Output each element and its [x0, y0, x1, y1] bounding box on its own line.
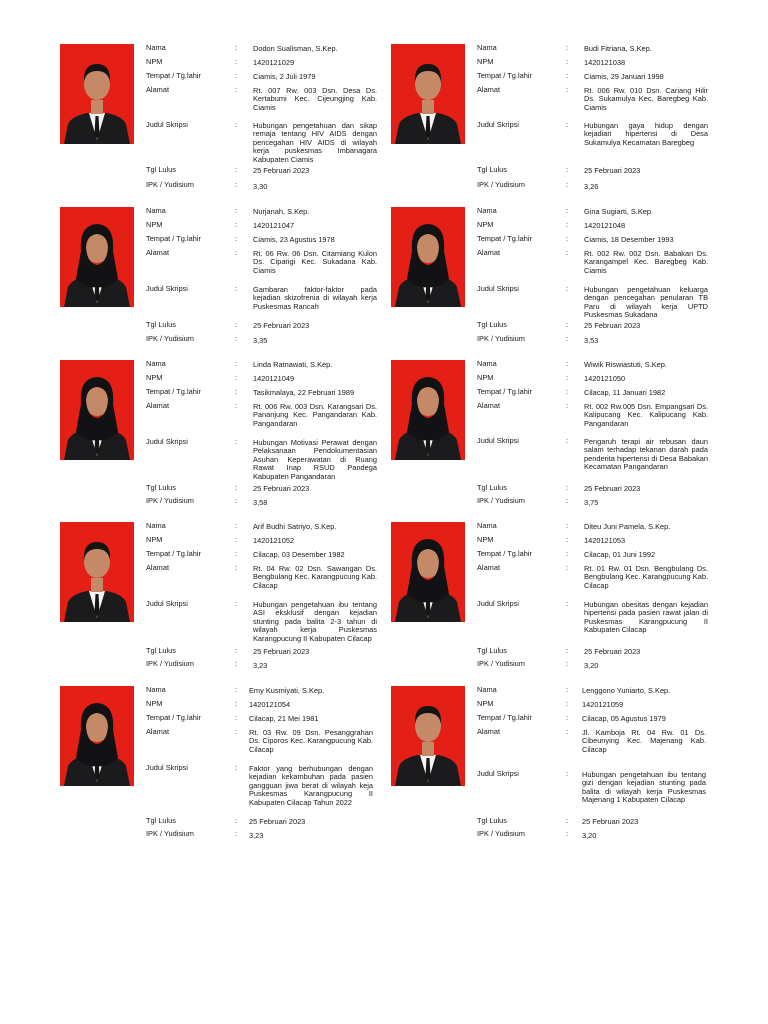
colon: :	[566, 120, 569, 129]
value-ipk: 3,58	[253, 498, 268, 507]
colon: :	[566, 646, 569, 655]
value-ttl: Ciamis, 23 Agustus 1978	[253, 235, 335, 244]
graduate-entry	[391, 207, 768, 367]
label-ipk: IPK / Yudisium	[477, 659, 525, 668]
label-npm: NPM	[146, 220, 163, 229]
colon: :	[566, 699, 569, 708]
colon: :	[566, 71, 569, 80]
colon: :	[235, 359, 238, 368]
label-ttl: Tempat / Tg.lahir	[146, 387, 201, 396]
colon: :	[235, 43, 238, 52]
label-alamat: Alamat	[146, 563, 170, 572]
label-npm: NPM	[477, 57, 494, 66]
colon: :	[235, 563, 238, 572]
colon: :	[235, 763, 238, 772]
colon: :	[235, 401, 238, 410]
label-nama: Nama	[477, 43, 497, 52]
value-nama: Dodon Sualisman, S.Kep.	[253, 44, 338, 53]
value-npm: 1420121050	[584, 374, 626, 383]
label-nama: Nama	[477, 521, 497, 530]
value-ipk: 3,26	[584, 182, 599, 191]
colon: :	[566, 180, 569, 189]
colon: :	[566, 713, 569, 722]
label-judul: Judul Skripsi	[146, 284, 188, 293]
value-ipk: 3,35	[253, 336, 268, 345]
colon: :	[566, 769, 569, 778]
colon: :	[235, 646, 238, 655]
label-lulus: Tgl Lulus	[477, 320, 507, 329]
value-tgl-lulus: 25 Februari 2023	[253, 647, 310, 656]
value-nama: Linda Ratnawati, S.Kep.	[253, 360, 333, 369]
label-ipk: IPK / Yudisium	[146, 496, 194, 505]
colon: :	[235, 234, 238, 243]
colon: :	[235, 334, 238, 343]
label-ipk: IPK / Yudisium	[477, 829, 525, 838]
label-npm: NPM	[146, 57, 163, 66]
label-ttl: Tempat / Tg.lahir	[477, 387, 532, 396]
value-ttl: Tasikmalaya, 22 Februari 1989	[253, 388, 355, 397]
colon: :	[566, 685, 569, 694]
graduate-photo	[60, 360, 134, 460]
colon: :	[566, 320, 569, 329]
colon: :	[566, 483, 569, 492]
graduate-entry	[391, 44, 768, 204]
value-ttl: Cilacap, 01 Juni 1992	[584, 550, 656, 559]
colon: :	[235, 496, 238, 505]
value-alamat: Jl. Kamboja Rt. 04 Rw. 01 Ds. Cibeunying Kec. Majenang Kab. Cilacap	[582, 728, 706, 754]
value-tgl-lulus: 25 Februari 2023	[584, 321, 641, 330]
value-nama: Wiwik Riswiastuti, S.Kep.	[584, 360, 667, 369]
colon: :	[566, 436, 569, 445]
colon: :	[566, 401, 569, 410]
value-npm: 1420121047	[253, 221, 295, 230]
label-nama: Nama	[477, 206, 497, 215]
colon: :	[235, 685, 238, 694]
value-tgl-lulus: 25 Februari 2023	[253, 484, 310, 493]
value-alamat: Rt. 007 Rw. 003 Dsn. Desa Ds. Kertabumi Kec. Cijeungjing Kab. Ciamis	[253, 86, 377, 112]
value-tgl-lulus: 25 Februari 2023	[584, 647, 641, 656]
colon: :	[566, 816, 569, 825]
label-ipk: IPK / Yudisium	[146, 829, 194, 838]
value-judul-skripsi: Pengaruh terapi air rebusan daun salam terhadap tekanan darah pada penderita hipertensi di Desa Babakan Kecamatan Pangandaran	[584, 437, 708, 472]
graduate-entry	[60, 686, 444, 846]
value-judul-skripsi: Gambaran faktor-faktor pada kejadian skizofrenia di wilayah kerja Puskesmas Rancah	[253, 285, 377, 311]
value-judul-skripsi: Hubungan pengetahuan keluarga dengan pencegahan penularan TB Paru di wilayah kerja UPTD Puskesmas Sukadana	[584, 285, 708, 320]
label-ipk: IPK / Yudisium	[477, 180, 525, 189]
value-alamat: Rt. 002 Rw. 002 Dsn. Babakan Ds. Karangampel Kec. Baregbeg Kab. Ciamis	[584, 249, 708, 275]
graduate-entry	[391, 686, 768, 846]
value-nama: Gina Sugiarti, S.Kep.	[584, 207, 654, 216]
value-nama: Diteu Juni Pamela, S.Kep.	[584, 522, 671, 531]
value-judul-skripsi: Hubungan pengetahuan ibu tentang gizi dengan kejadian stunting pada balita di wilayah kerja Puskesmas Majenang 1 Kabupaten Cilacap	[582, 770, 706, 805]
graduate-photo	[391, 522, 465, 622]
colon: :	[235, 829, 238, 838]
label-ttl: Tempat / Tg.lahir	[477, 234, 532, 243]
value-tgl-lulus: 25 Februari 2023	[249, 817, 306, 826]
label-ttl: Tempat / Tg.lahir	[477, 71, 532, 80]
value-alamat: Rt. 006 Rw. 003 Dsn. Karangsari Ds. Pananjung Kec. Pangandaran Kab. Pangandaran	[253, 402, 377, 428]
label-judul: Judul Skripsi	[477, 769, 519, 778]
colon: :	[235, 85, 238, 94]
label-lulus: Tgl Lulus	[146, 646, 176, 655]
graduate-entry	[391, 522, 768, 682]
label-ttl: Tempat / Tg.lahir	[477, 549, 532, 558]
value-npm: 1420121038	[584, 58, 626, 67]
label-ttl: Tempat / Tg.lahir	[146, 71, 201, 80]
label-nama: Nama	[477, 359, 497, 368]
colon: :	[566, 521, 569, 530]
graduate-photo	[60, 207, 134, 307]
colon: :	[566, 206, 569, 215]
colon: :	[566, 599, 569, 608]
label-npm: NPM	[146, 535, 163, 544]
value-judul-skripsi: Hubungan Motivasi Perawat dengan Pelaksanaan Pendokumentasian Asuhan Keperawatan di Ruang Rawat Inap RSUD Pandega Kabupaten Pangandaran	[253, 438, 377, 481]
value-judul-skripsi: Hubungan obesitas dengan kejadian hipertensi pada pasien rawat jalan di Puskesmas Karangpucung II Kabupaten Cilacap	[584, 600, 708, 635]
colon: :	[235, 535, 238, 544]
label-judul: Judul Skripsi	[477, 436, 519, 445]
colon: :	[566, 43, 569, 52]
graduate-photo	[391, 686, 465, 786]
value-judul-skripsi: Hubungan pengetahuan dan sikap remaja tentang HIV AIDS dengan pencegahan HIV AIDS di wilayah kerja puskesmas Imbanagara Kabupaten Ciamis	[253, 121, 377, 164]
colon: :	[235, 71, 238, 80]
graduate-entry	[60, 207, 444, 367]
label-alamat: Alamat	[477, 85, 501, 94]
colon: :	[566, 85, 569, 94]
label-judul: Judul Skripsi	[477, 284, 519, 293]
colon: :	[566, 373, 569, 382]
label-nama: Nama	[146, 359, 166, 368]
label-alamat: Alamat	[477, 563, 501, 572]
label-nama: Nama	[146, 521, 166, 530]
label-alamat: Alamat	[477, 727, 501, 736]
colon: :	[235, 713, 238, 722]
label-npm: NPM	[477, 699, 494, 708]
colon: :	[566, 248, 569, 257]
graduate-photo	[391, 207, 465, 307]
label-alamat: Alamat	[477, 401, 501, 410]
value-ttl: Cilacap, 05 Agustus 1979	[582, 714, 666, 723]
colon: :	[566, 387, 569, 396]
colon: :	[235, 57, 238, 66]
graduate-photo	[391, 44, 465, 144]
colon: :	[566, 496, 569, 505]
label-ttl: Tempat / Tg.lahir	[146, 234, 201, 243]
value-alamat: Rt. 04 Rw. 02 Dsn. Sawangan Ds. Bengbulang Kec. Karangpucung Kab. Cilacap	[253, 564, 377, 590]
value-tgl-lulus: 25 Februari 2023	[253, 166, 310, 175]
label-ipk: IPK / Yudisium	[477, 496, 525, 505]
label-nama: Nama	[146, 685, 166, 694]
colon: :	[235, 483, 238, 492]
label-judul: Judul Skripsi	[146, 120, 188, 129]
value-ipk: 3,20	[584, 661, 599, 670]
colon: :	[566, 359, 569, 368]
value-npm: 1420121048	[584, 221, 626, 230]
colon: :	[235, 699, 238, 708]
value-alamat: Rt. 03 Rw. 09 Dsn. Pesanggrahan Ds. Ciporos Kec. Karangpucung Kab. Cilacap	[249, 728, 373, 754]
label-judul: Judul Skripsi	[477, 599, 519, 608]
value-judul-skripsi: Hubungan gaya hidup dengan kejadian hipertensi di Desa Sukamulya Kecamatan Baregbeg	[584, 121, 708, 147]
graduate-photo	[60, 44, 134, 144]
colon: :	[566, 535, 569, 544]
label-lulus: Tgl Lulus	[146, 816, 176, 825]
colon: :	[566, 334, 569, 343]
label-judul: Judul Skripsi	[146, 599, 188, 608]
value-npm: 1420121059	[582, 700, 624, 709]
graduate-entry	[60, 522, 444, 682]
colon: :	[235, 599, 238, 608]
colon: :	[235, 373, 238, 382]
value-ttl: Cilacap, 03 Desember 1982	[253, 550, 345, 559]
value-nama: Arif Budhi Satriyo, S.Kep.	[253, 522, 337, 531]
value-nama: Lenggono Yuniarto, S.Kep.	[582, 686, 671, 695]
label-npm: NPM	[477, 220, 494, 229]
colon: :	[235, 220, 238, 229]
value-npm: 1420121054	[249, 700, 291, 709]
label-judul: Judul Skripsi	[146, 763, 188, 772]
value-tgl-lulus: 25 Februari 2023	[584, 166, 641, 175]
colon: :	[235, 180, 238, 189]
value-alamat: Rt. 002 Rw.005 Dsn. Empangsari Ds. Kalipucang Kec. Kalipucang Kab. Pangandaran	[584, 402, 708, 428]
value-ipk: 3,53	[584, 336, 599, 345]
label-npm: NPM	[477, 373, 494, 382]
colon: :	[566, 165, 569, 174]
colon: :	[235, 320, 238, 329]
value-tgl-lulus: 25 Februari 2023	[253, 321, 310, 330]
graduate-photo	[60, 522, 134, 622]
value-tgl-lulus: 25 Februari 2023	[582, 817, 639, 826]
value-npm: 1420121053	[584, 536, 626, 545]
label-ipk: IPK / Yudisium	[477, 334, 525, 343]
label-lulus: Tgl Lulus	[477, 483, 507, 492]
graduate-entry	[60, 360, 444, 520]
label-lulus: Tgl Lulus	[146, 320, 176, 329]
label-npm: NPM	[477, 535, 494, 544]
label-ipk: IPK / Yudisium	[146, 180, 194, 189]
value-nama: Budi Fitriana, S.Kep.	[584, 44, 652, 53]
value-ttl: Ciamis, 29 Januari 1998	[584, 72, 664, 81]
value-nama: Emy Kusmiyati, S.Kep.	[249, 686, 325, 695]
graduate-photo	[60, 686, 134, 786]
colon: :	[566, 563, 569, 572]
label-lulus: Tgl Lulus	[146, 165, 176, 174]
value-ipk: 3,23	[253, 661, 268, 670]
colon: :	[566, 220, 569, 229]
colon: :	[235, 206, 238, 215]
colon: :	[566, 659, 569, 668]
value-ipk: 3,75	[584, 498, 599, 507]
label-lulus: Tgl Lulus	[477, 165, 507, 174]
colon: :	[566, 57, 569, 66]
label-lulus: Tgl Lulus	[477, 646, 507, 655]
value-alamat: Rt. 01 Rw. 01 Dsn. Bengbulang Ds. Bengbulang Kec. Karangpucung Kab. Cilacap	[584, 564, 708, 590]
colon: :	[235, 248, 238, 257]
label-nama: Nama	[146, 43, 166, 52]
label-alamat: Alamat	[477, 248, 501, 257]
value-ttl: Ciamis, 2 Juli 1979	[253, 72, 316, 81]
colon: :	[566, 284, 569, 293]
value-judul-skripsi: Hubungan pengetahuan ibu tentang ASI eksklusif dengan kejadian stunting pada balita 2-3 tahun di wilayah kerja Puskesmas Karangpucung II Kabupaten Cilacap	[253, 600, 377, 643]
value-npm: 1420121049	[253, 374, 295, 383]
label-ipk: IPK / Yudisium	[146, 334, 194, 343]
colon: :	[235, 549, 238, 558]
label-nama: Nama	[477, 685, 497, 694]
colon: :	[235, 284, 238, 293]
colon: :	[235, 120, 238, 129]
colon: :	[566, 549, 569, 558]
value-ttl: Cilacap, 21 Mei 1981	[249, 714, 319, 723]
label-alamat: Alamat	[146, 248, 170, 257]
label-lulus: Tgl Lulus	[146, 483, 176, 492]
value-ipk: 3,20	[582, 831, 597, 840]
value-npm: 1420121052	[253, 536, 295, 545]
label-npm: NPM	[146, 699, 163, 708]
graduate-photo	[391, 360, 465, 460]
value-ttl: Ciamis, 18 Desember 1993	[584, 235, 674, 244]
graduate-entry	[391, 360, 768, 520]
label-ttl: Tempat / Tg.lahir	[146, 549, 201, 558]
label-judul: Judul Skripsi	[146, 437, 188, 446]
value-ipk: 3,30	[253, 182, 268, 191]
colon: :	[235, 437, 238, 446]
colon: :	[235, 387, 238, 396]
value-ipk: 3,23	[249, 831, 264, 840]
colon: :	[566, 727, 569, 736]
label-lulus: Tgl Lulus	[477, 816, 507, 825]
graduate-entry	[60, 44, 444, 204]
label-npm: NPM	[146, 373, 163, 382]
label-alamat: Alamat	[146, 727, 170, 736]
label-ipk: IPK / Yudisium	[146, 659, 194, 668]
value-nama: Nurjanah, S.Kep.	[253, 207, 310, 216]
colon: :	[235, 727, 238, 736]
label-alamat: Alamat	[146, 85, 170, 94]
colon: :	[235, 816, 238, 825]
label-judul: Judul Skripsi	[477, 120, 519, 129]
colon: :	[566, 234, 569, 243]
value-alamat: Rt. 006 Rw. 010 Dsn. Cariang Hilir Ds. Sukamulya Kec. Baregbeg Kab. Ciamis	[584, 86, 708, 112]
label-ttl: Tempat / Tg.lahir	[477, 713, 532, 722]
colon: :	[235, 165, 238, 174]
value-tgl-lulus: 25 Februari 2023	[584, 484, 641, 493]
colon: :	[566, 829, 569, 838]
value-npm: 1420121029	[253, 58, 295, 67]
label-ttl: Tempat / Tg.lahir	[146, 713, 201, 722]
value-judul-skripsi: Faktor yang berhubungan dengan kejadian kekambuhan pada pasien gangguan jiwa berat di wilayah keja Puskesmas Karangpucung II Kabupaten Cilacap Tahun 2022	[249, 764, 373, 807]
value-alamat: Rt. 06 Rw. 06 Dsn. Citamiang Kulon Ds. Ciparigi Kec. Sukadana Kab. Ciamis	[253, 249, 377, 275]
value-ttl: Cilacap, 11 Januari 1982	[584, 388, 666, 397]
colon: :	[235, 521, 238, 530]
colon: :	[235, 659, 238, 668]
label-alamat: Alamat	[146, 401, 170, 410]
label-nama: Nama	[146, 206, 166, 215]
